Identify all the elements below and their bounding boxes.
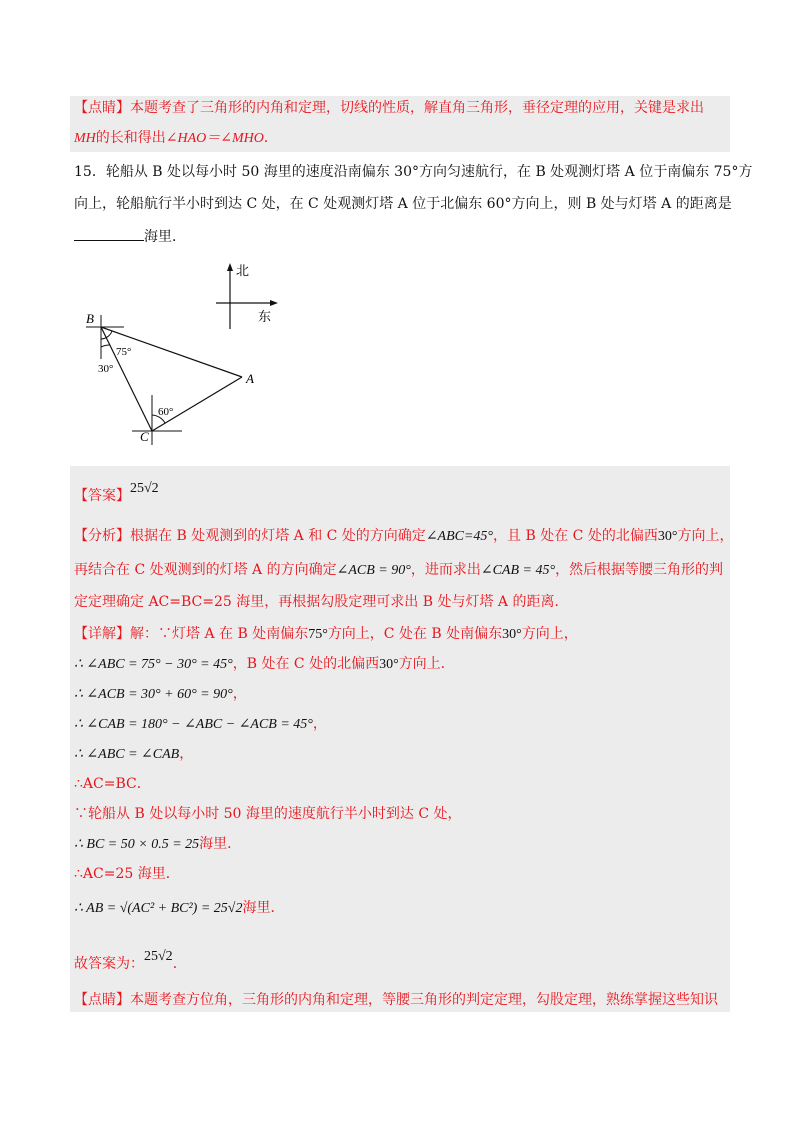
segment-ca — [152, 377, 242, 431]
detail-end5: ， — [179, 746, 194, 762]
detail-line2 — [74, 654, 455, 675]
detail-math4: ∴ ∠CAB = 180° − ∠ABC − ∠ACB = 45° — [74, 717, 313, 732]
analysis-text2c: ，然后根据等腰三角形的判 — [555, 562, 724, 578]
detail-deg1: 75° — [308, 627, 328, 642]
analysis-text1b: ，且 B 处在 C 处的北偏西 — [493, 528, 658, 544]
comment-top-math-angle: ∠HAO＝∠MHO — [165, 131, 264, 146]
compass-north-arrow — [227, 263, 233, 271]
problem-line1 — [74, 162, 752, 182]
problem-text3: 海里． — [144, 229, 186, 245]
comment-bottom-text: 本题考查方位角，三角形的内角和定理，等腰三角形的判定定理，勾股定理，熟练掌握这些知识 — [130, 992, 718, 1008]
detail-line5 — [74, 744, 193, 765]
arc-75 — [101, 331, 112, 339]
detail-math10: ∴ AB = √(AC² + BC²) = 25√2 — [74, 901, 243, 916]
detail-line3 — [74, 684, 247, 705]
comment-top-label: 【点睛】 — [74, 100, 130, 116]
analysis-deg1: 30° — [657, 529, 678, 544]
compass-east-arrow — [270, 300, 278, 306]
analysis-math2b: ∠CAB = 45° — [480, 563, 556, 578]
detail-text1a: 解：∵灯塔 A 在 B 处南偏东 — [130, 626, 309, 642]
analysis-line2 — [74, 560, 723, 581]
direction-figure — [70, 255, 300, 450]
answer-label: 【答案】 — [74, 488, 130, 504]
analysis-text2b: ，进而求出 — [410, 562, 481, 578]
detail-line7: ∵轮船从 B 处以每小时 50 海里的速度航行半小时到达 C 处， — [74, 806, 462, 822]
label-angle-30: 30° — [98, 363, 114, 375]
comment-bottom-label: 【点睛】 — [74, 992, 130, 1008]
detail-line9: ∴AC=25 海里． — [74, 866, 180, 882]
detail-line4 — [74, 714, 327, 735]
detail-text2b: 方向上． — [398, 656, 455, 672]
problem-text2: 向上，轮船航行半小时到达 C 处，在 C 处观测灯塔 A 位于北偏东 60°方向上，则 B 处与灯塔 A 的距离是 — [74, 196, 732, 212]
comment-top-text1: 本题考查了三角形的内角和定理，切线的性质，解直角三角形，垂径定理的应用，关键是求出 — [130, 100, 704, 116]
problem-text1: 轮船从 B 处以每小时 50 海里的速度沿南偏东 30°方向匀速航行，在 B 处观测灯塔 A 位于南偏东 75°方 — [105, 164, 753, 180]
label-east: 东 — [258, 309, 272, 324]
analysis-line3 — [74, 592, 568, 612]
analysis-math1: ∠ABC=45° — [425, 529, 494, 544]
label-a: A — [246, 371, 254, 386]
detail-line1 — [74, 624, 578, 645]
comment-top-end: ． — [263, 130, 278, 146]
answer-value: 25√2 — [130, 481, 159, 496]
detail-line8 — [74, 834, 241, 855]
analysis-text2a: 再结合在 C 处观测到的灯塔 A 的方向确定 — [74, 562, 337, 578]
answer-blank — [74, 226, 144, 241]
comment-bottom-line — [74, 990, 718, 1010]
detail-line11 — [74, 946, 187, 972]
detail-line10 — [74, 898, 284, 919]
label-angle-60: 60° — [158, 406, 174, 418]
detail-math8: ∴ BC = 50 × 0.5 = 25 — [74, 837, 200, 852]
analysis-text1a: 根据在 B 处观测到的灯塔 A 和 C 处的方向确定 — [130, 528, 426, 544]
detail-text1b: 方向上，C 处在 B 处南偏东 — [327, 626, 503, 642]
label-c: C — [140, 429, 149, 444]
detail-end8: 海里． — [199, 836, 242, 852]
analysis-line1 — [74, 526, 733, 547]
detail-math2: ∴ ∠ABC = 75° − 30° = 45° — [74, 657, 233, 672]
detail-end10: 海里． — [242, 900, 285, 916]
solution-box — [70, 466, 730, 1012]
detail-line6: ∴AC=BC． — [74, 776, 151, 792]
arc-30 — [101, 345, 110, 347]
analysis-label: 【分析】 — [74, 528, 130, 544]
problem-number: 15． — [74, 164, 106, 180]
detail-math11: 25√2 — [144, 949, 173, 964]
comment-top-text2: 的长和得出 — [95, 130, 166, 146]
detail-end3: ， — [232, 686, 247, 702]
label-north: 北 — [236, 263, 250, 278]
detail-label: 【详解】 — [74, 626, 130, 642]
comment-top-line1 — [74, 98, 704, 118]
comment-top-math-mh: MH — [74, 131, 96, 146]
detail-end11: ． — [172, 956, 187, 972]
label-angle-75: 75° — [116, 346, 132, 358]
detail-deg3: 30° — [379, 657, 399, 672]
analysis-text1c: 方向上， — [677, 528, 734, 544]
comment-top-line2 — [74, 128, 278, 149]
problem-line2 — [74, 194, 732, 214]
detail-end4: ， — [312, 716, 327, 732]
detail-text11: 故答案为： — [74, 956, 144, 972]
answer-line — [74, 478, 159, 504]
detail-deg2: 30° — [502, 627, 522, 642]
detail-text2a: ，B 处在 C 处的北偏西 — [232, 656, 380, 672]
analysis-math2a: ∠ACB = 90° — [336, 563, 411, 578]
detail-text1c: 方向上， — [521, 626, 578, 642]
detail-math5: ∴ ∠ABC = ∠CAB — [74, 747, 180, 762]
problem-line3 — [74, 226, 186, 247]
label-b: B — [86, 311, 94, 326]
analysis-text3: 定定理确定 AC=BC=25 海里，再根据勾股定理可求出 B 处与灯塔 A 的距离． — [74, 594, 569, 610]
detail-math3: ∴ ∠ACB = 30° + 60° = 90° — [74, 687, 233, 702]
